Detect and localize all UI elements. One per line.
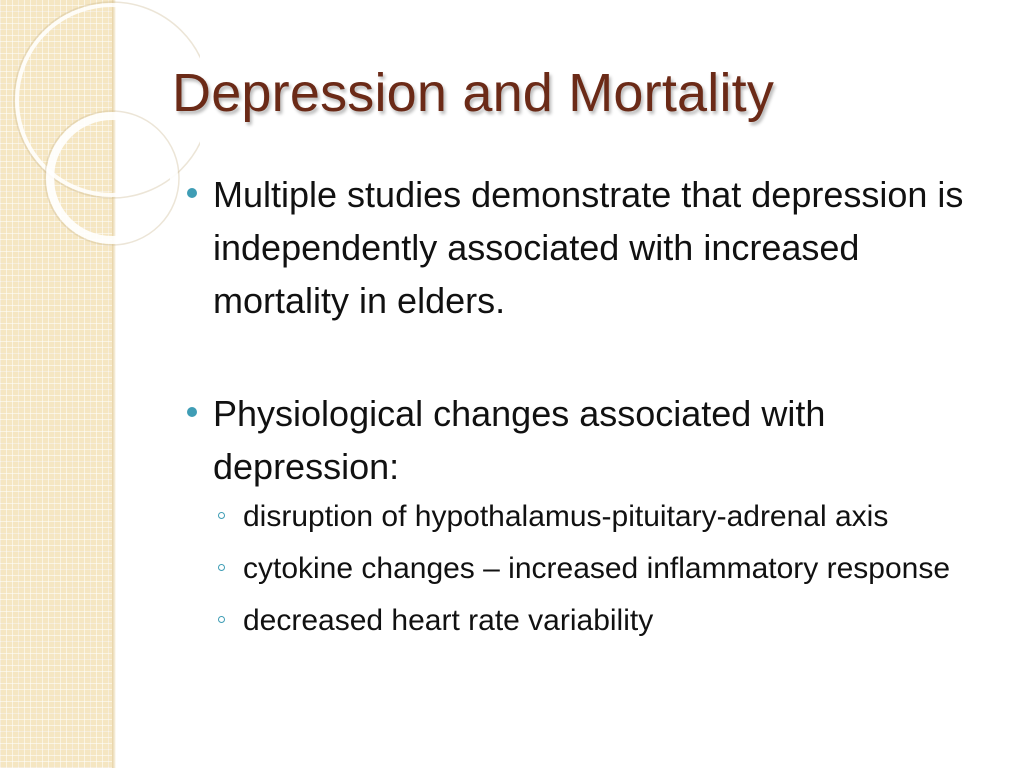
ring-bullet-icon: [218, 512, 225, 519]
sub-bullet-item: [213, 599, 984, 643]
bullet-text: Physiological changes associated with depression:: [213, 393, 826, 487]
decorative-circles: [0, 0, 200, 260]
sub-bullet-list: [213, 495, 984, 643]
bullet-list: [184, 168, 984, 643]
ring-bullet-icon: [218, 616, 225, 623]
slide-title: Depression and Mortality: [172, 63, 775, 123]
bullet-item: [184, 387, 984, 643]
sub-bullet-item: [213, 547, 984, 591]
bullet-dot-icon: [187, 407, 197, 417]
bullet-item: [184, 168, 984, 327]
slide-content: [184, 168, 984, 651]
sub-bullet-text: cytokine changes – increased inflammatory response: [243, 552, 951, 585]
small-ring-shadow: [45, 111, 179, 245]
sub-bullet-item: [213, 495, 984, 539]
sub-bullet-text: disruption of hypothalamus-pituitary-adrenal axis: [243, 500, 889, 533]
small-ring: [50, 116, 174, 240]
bullet-dot-icon: [187, 188, 197, 198]
sub-bullet-text: decreased heart rate variability: [243, 604, 654, 637]
ring-bullet-icon: [218, 564, 225, 571]
bullet-text: Multiple studies demonstrate that depression is independently associated with increased mortality in elders.: [213, 174, 964, 321]
